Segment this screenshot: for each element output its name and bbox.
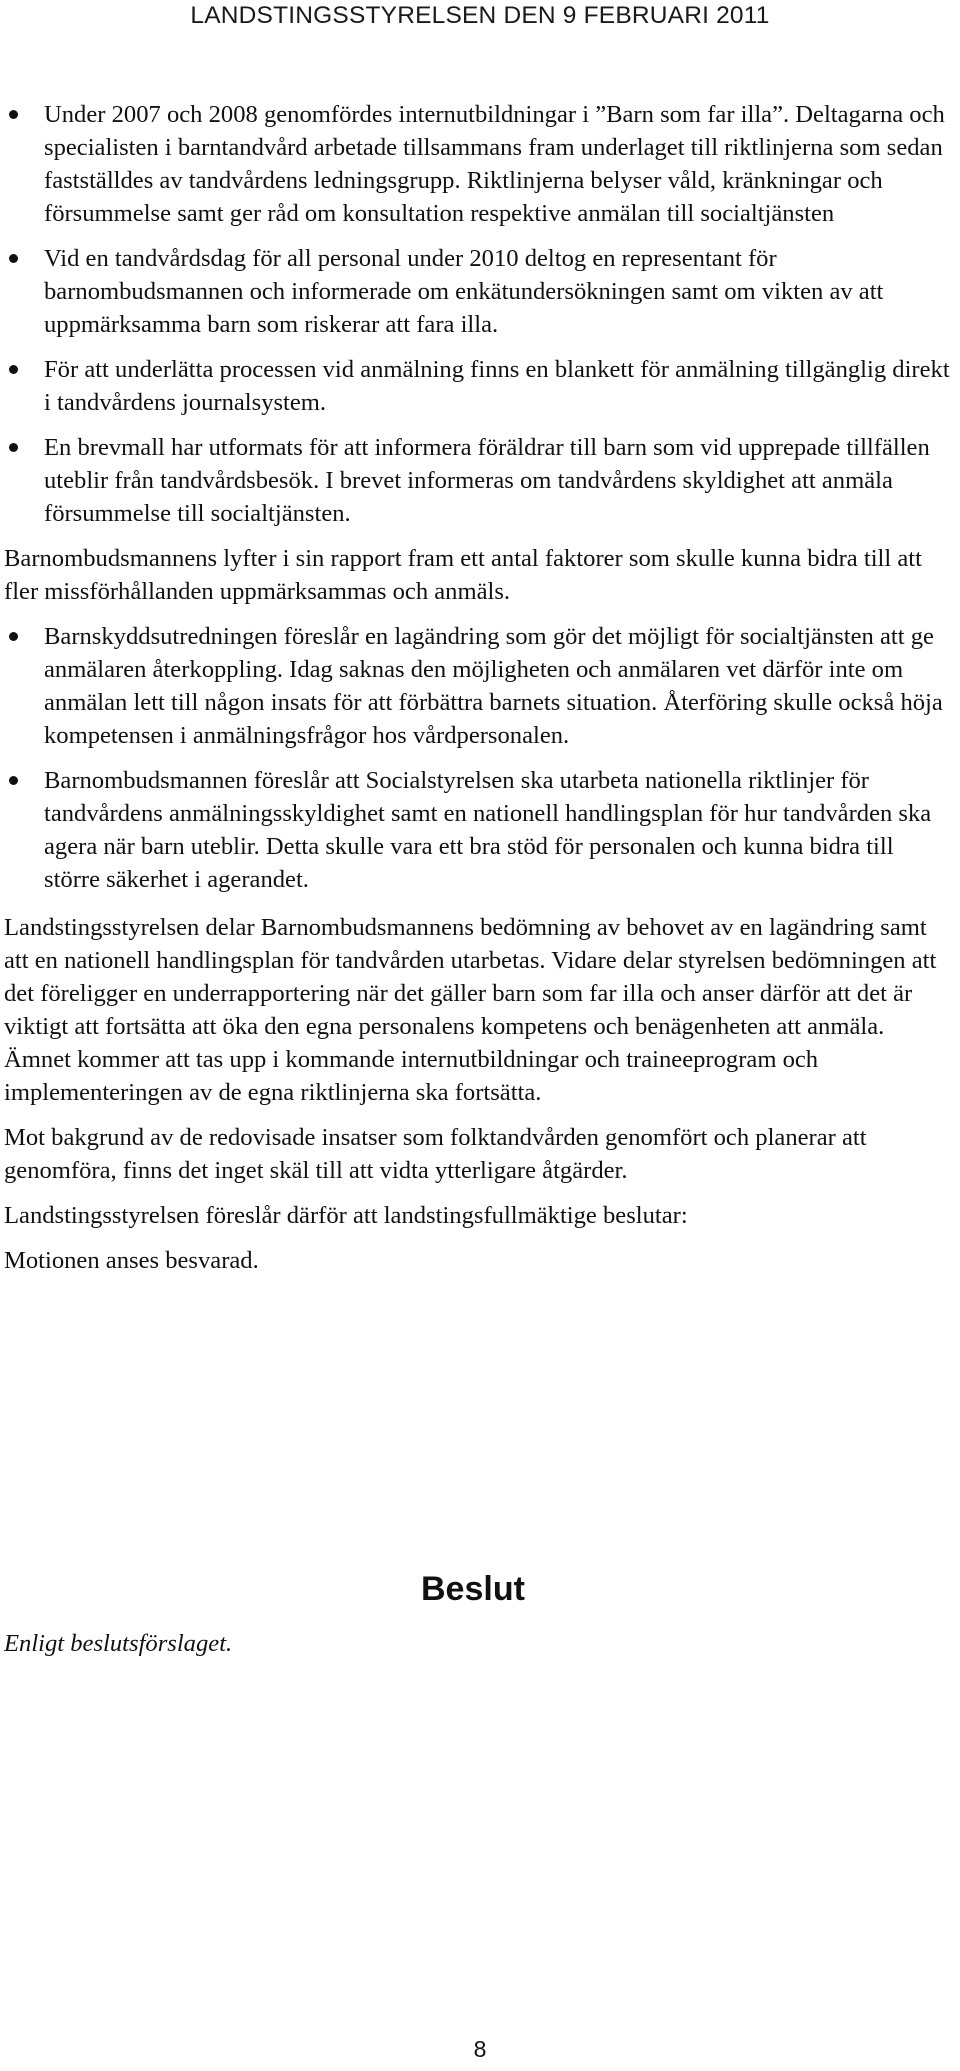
list-item bbox=[4, 764, 955, 896]
list-item bbox=[4, 620, 955, 752]
paragraph: Motionen anses besvarad. bbox=[4, 1247, 259, 1274]
list-item-text: Under 2007 och 2008 genomfördes internutbildningar i ”Barn som far illa”. Deltagarna och specialisten i barntandvård arbetade tillsammans fram underlaget till riktlinjerna som sedan fastställdes av tandvårdens ledningsgrupp. Riktlinjerna belyser våld, kränkningar och försummelse samt ger råd om konsultation respektive anmälan till socialtjänsten bbox=[44, 101, 945, 227]
bullet-icon bbox=[9, 110, 18, 119]
bullet-icon bbox=[9, 365, 18, 374]
bullet-icon bbox=[9, 443, 18, 452]
list-item-text: Barnskyddsutredningen föreslår en lagändring som gör det möjligt för socialtjänsten att ge anmälaren återkoppling. Idag saknas den möjligheten och anmälaren vet därför inte om anmälan lett till någon insats för att förbättra barnets situation. Återföring skulle också höja kompetensen i anmälningsfrågor hos vårdpersonalen. bbox=[44, 623, 943, 749]
list-item bbox=[4, 242, 955, 341]
list-item-text: Vid en tandvårdsdag för all personal under 2010 deltog en representant för barnombudsmannen och informerade om enkätundersökningen samt om vikten av att uppmärksamma barn som riskerar att fara illa. bbox=[44, 245, 884, 338]
bullet-icon bbox=[9, 632, 18, 641]
section-heading: Beslut bbox=[421, 1570, 525, 1608]
paragraph: Landstingsstyrelsen föreslår därför att landstingsfullmäktige beslutar: bbox=[4, 1202, 688, 1229]
decision-text: Enligt beslutsförslaget. bbox=[4, 1630, 233, 1657]
paragraph: Mot bakgrund av de redovisade insatser som folktandvården genomfört och planerar att genomföra, finns det inget skäl till att vidta ytterligare åtgärder. bbox=[4, 1124, 867, 1184]
paragraph: Landstingsstyrelsen delar Barnombudsmannens bedömning av behovet av en lagändring samt att en nationell handlingsplan för tandvården utarbetas. Vidare delar styrelsen bedömningen att det föreligger en underrapportering när det gäller barn som far illa och anser därför att det är viktigt att fortsätta att öka den egna personalens kompetens och benägenheten att anmäla. Ämnet kommer att tas upp i kommande internutbildningar och traineeprogram och implementeringen av de egna riktlinjerna ska fortsätta. bbox=[4, 914, 937, 1106]
page-number: 8 bbox=[473, 2036, 487, 2062]
list-item-text: För att underlätta processen vid anmälning finns en blankett för anmälning tillgänglig direkt i tandvårdens journalsystem. bbox=[44, 356, 950, 416]
list-item-text: Barnombudsmannen föreslår att Socialstyrelsen ska utarbeta nationella riktlinjer för tandvårdens anmälningsskyldighet samt en nationell handlingsplan för hur tandvården ska agera när barn uteblir. Detta skulle vara ett bra stöd för personalen och kunna bidra till större säkerhet i agerandet. bbox=[44, 767, 932, 893]
bullet-icon bbox=[9, 254, 18, 263]
body-text bbox=[4, 98, 955, 1289]
bullet-icon bbox=[9, 776, 18, 785]
paragraph: Barnombudsmannens lyfter i sin rapport fram ett antal faktorer som skulle kunna bidra till att fler missförhållanden uppmärksammas och anmäls. bbox=[4, 545, 922, 605]
page-header: LANDSTINGSSTYRELSEN DEN 9 FEBRUARI 2011 bbox=[190, 2, 770, 29]
list-item-text: En brevmall har utformats för att informera föräldrar till barn som vid upprepade tillfällen uteblir från tandvårdsbesök. I brevet informeras om tandvårdens skyldighet att anmäla försummelse till socialtjänsten. bbox=[44, 434, 930, 527]
list-item bbox=[4, 353, 955, 419]
list-item bbox=[4, 431, 955, 530]
list-item bbox=[4, 98, 955, 230]
